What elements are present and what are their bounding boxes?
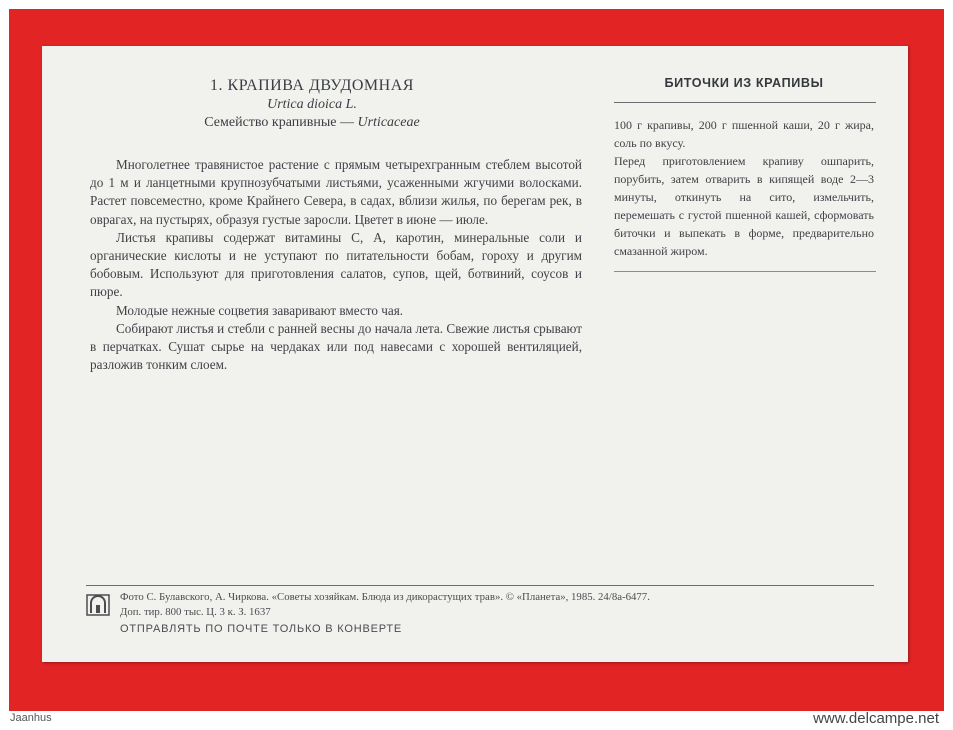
recipe-title: БИТОЧКИ ИЗ КРАПИВЫ	[664, 76, 824, 90]
postcard	[42, 46, 908, 662]
recipe-text	[614, 116, 874, 260]
plant-family	[162, 114, 462, 132]
imprint-line-2: Доп. тир. 800 тыс. Ц. 3 к. З. 1637	[120, 606, 271, 618]
recipe-bottom-divider	[614, 271, 876, 272]
plant-description	[90, 156, 582, 374]
description-paragraph: Собирают листья и стебли с ранней весны до начала лета. Свежие листья срывают в перчатках. Сушат сырье на чердаках или под навесами с хорошей вентиляцией, разложив тонким слоем.	[90, 320, 582, 373]
recipe-method: Перед приготовлением крапиву ошпарить, порубить, затем отварить в кипящей воде 2—3 минуты, откинуть на сито, измельчить, перемешать с густой пшенной кашей, сформовать биточки и выпекать в форме, предварительно смазанной жиром.	[614, 154, 874, 258]
plant-latin-name: Urtica dioica L.	[267, 97, 357, 112]
plant-heading	[162, 76, 462, 132]
watermark-seller: Jaanhus	[10, 712, 52, 724]
watermark-site: www.delcampe.net	[813, 710, 939, 727]
description-paragraph: Листья крапивы содержат витамины С, А, каротин, минеральные соли и органические кислоты и не уступают по питательности бобам, гороху и другим бобовым. Используют для приготовления салатов, супов, щей, ботвиний, соусов и пюре.	[90, 229, 582, 300]
imprint	[120, 590, 880, 637]
description-paragraph: Многолетнее травянистое растение с прямым четырехгранным стеблем высотой до 1 м и ланцетными крупнозубчатыми листьями, усаженными жгучими волосками. Растет повсеместно, кроме Крайнего Севера, в садах, вблизи жилья, по берегам рек, в оврагах, на пустырях, образуя густые заросли. Цветет в июне — июле.	[90, 157, 582, 227]
recipe-ingredients: 100 г крапивы, 200 г пшенной каши, 20 г жира, соль по вкусу.	[614, 118, 874, 150]
family-prefix: Семейство крапивные —	[204, 115, 358, 130]
plant-title: 1. КРАПИВА ДВУДОМНАЯ	[210, 77, 414, 94]
description-paragraph: Молодые нежные соцветия заваривают вместо чая.	[116, 302, 404, 318]
mailing-note: ОТПРАВЛЯТЬ ПО ПОЧТЕ ТОЛЬКО В КОНВЕРТЕ	[120, 623, 403, 635]
recipe-divider	[614, 102, 876, 103]
footer-divider	[86, 585, 874, 586]
imprint-line-1: Фото С. Булавского, А. Чиркова. «Советы хозяйкам. Блюда из дикорастущих трав». © «Планета», 1985. 24/8а-6477.	[120, 591, 650, 603]
publisher-logo-icon	[86, 594, 110, 616]
family-latin: Urticaceae	[357, 115, 420, 130]
